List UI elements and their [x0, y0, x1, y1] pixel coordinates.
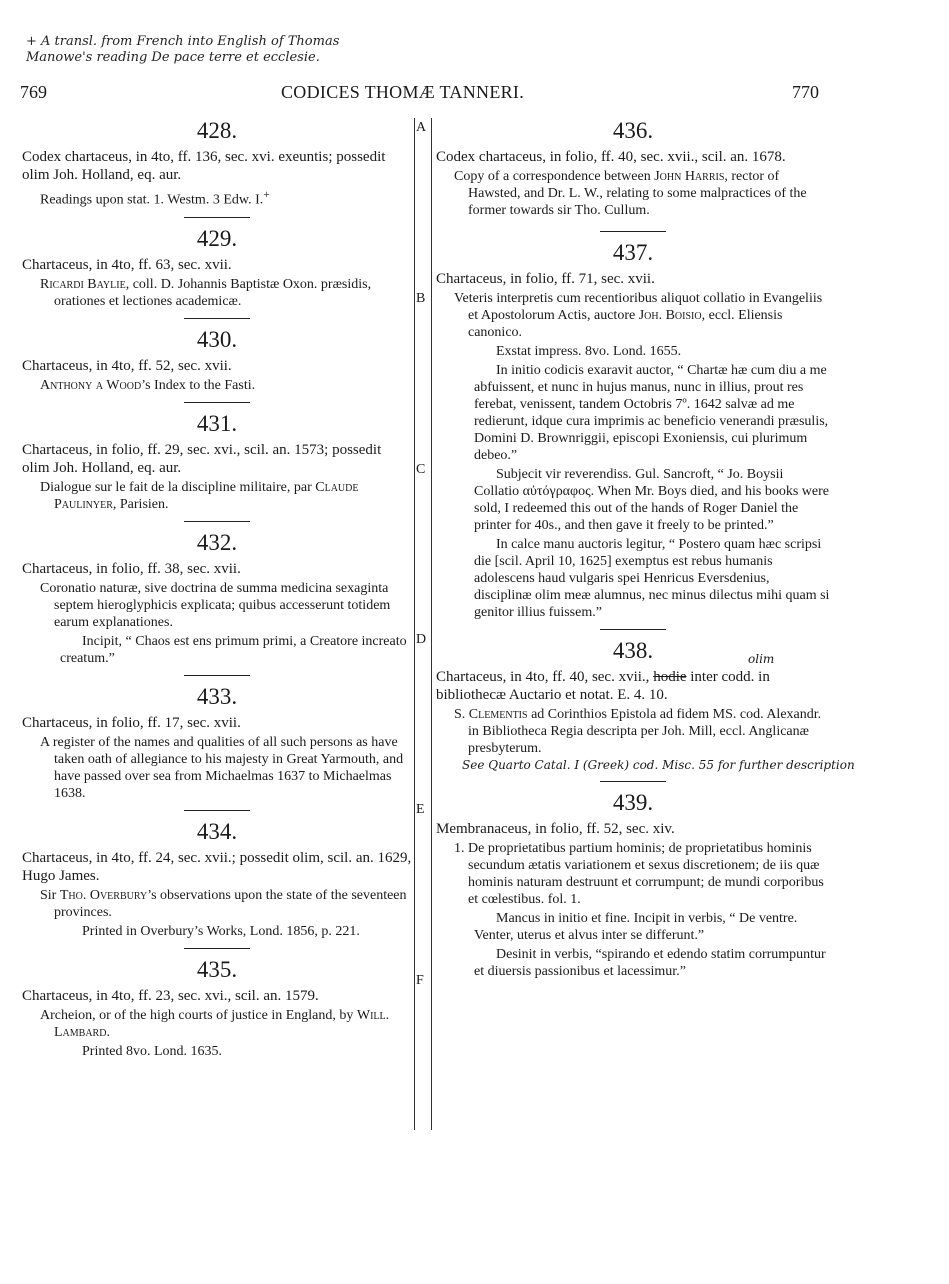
entry-item: [38, 887, 412, 921]
author-name: Claude Paulinyer: [54, 479, 359, 512]
margin-letter-a: A: [416, 120, 427, 135]
entry-item: [452, 290, 830, 341]
entry-note: Printed 8vo. Lond. 1635.: [82, 1043, 222, 1059]
item-text: ad Corinthios Epistola ad fidem MS. cod. Alexandr. in Bibliotheca Regia descripta per Joh. Mill, eccl. Anglicanæ presbyterum.: [468, 707, 822, 756]
entry-description: Chartaceus, in folio, ff. 29, sec. xvi., scil. an. 1573; possedit olim Joh. Holland, eq. aur.: [22, 441, 382, 476]
author-name: Tho. Overbury: [59, 887, 148, 903]
entry-429: [22, 226, 412, 310]
entry-note: Printed in Overbury’s Works, Lond. 1856, p. 221.: [82, 923, 360, 939]
margin-letter-d: D: [416, 632, 427, 647]
entry-item: [452, 168, 830, 219]
separator-rule: [600, 781, 666, 782]
entry-note: Desinit in verbis, “spirando et edendo statim corrumpuntur et diuersis passionibus et lacessimur.”: [474, 947, 826, 979]
entry-description: Membranaceus, in folio, ff. 52, sec. xiv.: [436, 821, 675, 837]
separator-rule: [184, 948, 250, 949]
entry-description: Chartaceus, in 4to, ff. 24, sec. xvii.; possedit olim, scil. an. 1629, Hugo James.: [22, 849, 412, 884]
item-text: ’s observations upon the state of the seventeen provinces.: [54, 887, 407, 920]
struck-word: hodie: [653, 669, 687, 685]
handwritten-note-top: [26, 34, 339, 66]
item-text: , eccl. Eliensis canonico.: [468, 308, 783, 340]
entry-item: [38, 1007, 412, 1041]
item-text-end: .: [106, 1024, 110, 1040]
entry-item: [38, 186, 412, 209]
column-rule-right: [431, 118, 432, 1130]
separator-rule: [184, 217, 250, 218]
entry-note: In initio codicis exaravit auctor, “ Chartæ hæ cum diu a me abfuissent, et nunc in hujus manus, nunc in illius, prout res ferebat, venissent, tandem Octobris 7º. 1642 salvæ ad me redierunt, idque cura imprimis ac beneficio venerandi præsulis, Domini D. Brownriggii, episcopi Exoniensis, cui plurimum debeo.”: [474, 363, 829, 463]
entry-item: 1. De proprietatibus partium hominis; de proprietatibus hominis secundum ætatis variationem et sexus discretionem; de iis quæ hominis naturam destruunt et corrumpunt; de mundi corporibus et cœlestibus. fol. 1.: [454, 841, 824, 907]
author-name: S. Clementis: [454, 707, 528, 722]
separator-rule: [600, 231, 666, 232]
left-column: [22, 118, 412, 1060]
separator-rule: [184, 675, 250, 676]
item-prefix: Copy of a correspondence between: [454, 169, 655, 184]
entry-description: Chartaceus, in 4to, ff. 23, sec. xvi., scil. an. 1579.: [22, 987, 319, 1004]
item-prefix: Sir: [40, 887, 60, 903]
entry-description: Codex chartaceus, in folio, ff. 40, sec. xvii., scil. an. 1678.: [436, 149, 786, 165]
item-text: Archeion, or of the high courts of justice in England, by: [40, 1007, 354, 1023]
entry-description: Chartaceus, in 4to, ff. 63, sec. xvii.: [22, 256, 232, 273]
margin-letter-f: F: [416, 973, 424, 988]
entry-note: Incipit, “ Chaos est ens primum primi, a Creatore increato creatum.”: [60, 633, 407, 666]
entry-note: Mancus in initio et fine. Incipit in verbis, “ De ventre. Venter, uterus et alvus inter se differunt.”: [474, 911, 798, 943]
entry-number: 430.: [196, 326, 238, 352]
handwritten-note-438: See Quarto Catal. I (Greek) cod. Misc. 55 for further description: [462, 758, 855, 772]
entry-item: [38, 479, 412, 513]
entry-item: [38, 377, 412, 394]
item-text: ’s Index to the Fasti.: [141, 377, 256, 393]
entry-434: [22, 819, 412, 940]
author-name: Joh. Boisio: [638, 308, 702, 323]
entry-item: [38, 276, 412, 310]
separator-rule: [184, 810, 250, 811]
entry-note: In calce manu auctoris legitur, “ Postero quam hæc scripsi die [scil. April 10, 1625] exemptus est rebus humanis adolescens haud vulgaris spei Henricus Eversdenius, disciplinæ olim meæ alumnus, nec minus dilectus mihi quam si genitor illius fuissem.”: [474, 537, 830, 620]
item-text: Dialogue sur le fait de la discipline militaire, par: [40, 479, 312, 495]
separator-rule: [184, 521, 250, 522]
page-number-right: 770: [792, 82, 819, 102]
item-text: , rector of Hawsted, and Dr. L. W., relating to some malpractices of the former towards sir Tho. Cullum.: [468, 169, 807, 218]
entry-description: Chartaceus, in folio, ff. 17, sec. xvii.: [22, 714, 241, 731]
handwritten-line-1: + A transl. from French into English of Thomas: [26, 34, 340, 49]
column-rule-left: [414, 118, 415, 1130]
entry-number: 431.: [196, 410, 238, 436]
page-title: CODICES THOMÆ TANNERI.: [281, 82, 525, 102]
entry-number: 436.: [612, 118, 654, 143]
author-name: John Harris: [654, 169, 725, 184]
entry-number: 435.: [196, 956, 238, 982]
margin-letter-e: E: [416, 802, 425, 817]
entry-number: 433.: [196, 683, 238, 709]
item-prefix: Veteris interpretis cum recentioribus aliquot collatio in Evangeliis et Apostolorum Actis, auctore: [454, 291, 823, 323]
author-name: Ricardi Baylie: [40, 276, 126, 292]
entry-description: Chartaceus, in 4to, ff. 52, sec. xvii.: [22, 357, 232, 374]
entry-438: [436, 638, 855, 773]
entry-433: [22, 684, 412, 802]
entry-439: [436, 790, 830, 980]
separator-rule: [600, 629, 666, 630]
entry-number: 432.: [196, 529, 238, 555]
entry-item: [452, 706, 830, 757]
handwritten-cross-mark: +: [263, 188, 270, 201]
item-text: , coll. D. Johannis Baptistæ Oxon. præsidis, orationes et lectiones academicæ.: [54, 276, 372, 309]
entry-430: [22, 327, 412, 394]
page-number-left: 769: [20, 82, 47, 102]
author-name: Anthony a Wood: [40, 377, 142, 393]
right-column: [436, 118, 855, 980]
margin-letter-b: B: [416, 291, 426, 306]
entry-description: [436, 668, 830, 704]
entry-435: [22, 957, 412, 1060]
description-text: Chartaceus, in 4to, ff. 40, sec. xvii.,: [436, 669, 654, 685]
separator-rule: [184, 402, 250, 403]
description-text-end: inter codd. in bibliothecæ Auctario et notat. E. 4. 10.: [436, 669, 770, 703]
entry-item: A register of the names and qualities of all such persons as have taken oath of allegiance to his majesty in Great Yarmouth, and have passed over sea from Michaelmas 1637 to Michaelmas 1638.: [40, 734, 404, 801]
entry-description: Codex chartaceus, in 4to, ff. 136, sec. xvi. exeuntis; possedit olim Joh. Holland, eq. aur.: [22, 149, 386, 183]
handwritten-olim: olim: [748, 652, 775, 666]
separator-rule: [184, 318, 250, 319]
entry-note: Exstat impress. 8vo. Lond. 1655.: [496, 344, 682, 359]
margin-letter-c: C: [416, 462, 426, 477]
entry-description: Chartaceus, in folio, ff. 71, sec. xvii.: [436, 271, 655, 287]
entry-description: Chartaceus, in folio, ff. 38, sec. xvii.: [22, 560, 241, 577]
author-name: Will. Lambard: [54, 1007, 390, 1040]
entry-428: [22, 118, 412, 209]
entry-item: Coronatio naturæ, sive doctrina de summa medicina sexaginta septem hieroglyphicis explicata; quibus accesserunt totidem earum explanationes.: [40, 580, 391, 630]
entry-number: 439.: [612, 790, 654, 815]
item-text-end: , Parisien.: [112, 496, 169, 512]
entry-436: [436, 118, 830, 219]
item-text: Readings upon stat. 1. Westm. 3 Edw. I.: [40, 192, 264, 208]
entry-432: [22, 530, 412, 667]
entry-number: 437.: [612, 240, 654, 265]
entry-number: 428.: [196, 118, 238, 143]
entry-note: Subjecit vir reverendiss. Gul. Sancroft, “ Jo. Boysii Collatio αὐτόγραφος. When Mr. Boys died, and his books were sold, I redeemed this out of the hands of Roger Daniel the printer for 40s., and then gave it freely to be printed.”: [474, 467, 829, 533]
entry-number: 429.: [196, 225, 238, 251]
entry-437: [436, 240, 830, 621]
entry-431: [22, 411, 412, 513]
running-header: [0, 82, 949, 106]
handwritten-line-2: Manowe's reading De pace terre et ecclesie.: [26, 50, 320, 65]
entry-number: 438.: [612, 638, 654, 663]
entry-number: 434.: [196, 818, 238, 844]
